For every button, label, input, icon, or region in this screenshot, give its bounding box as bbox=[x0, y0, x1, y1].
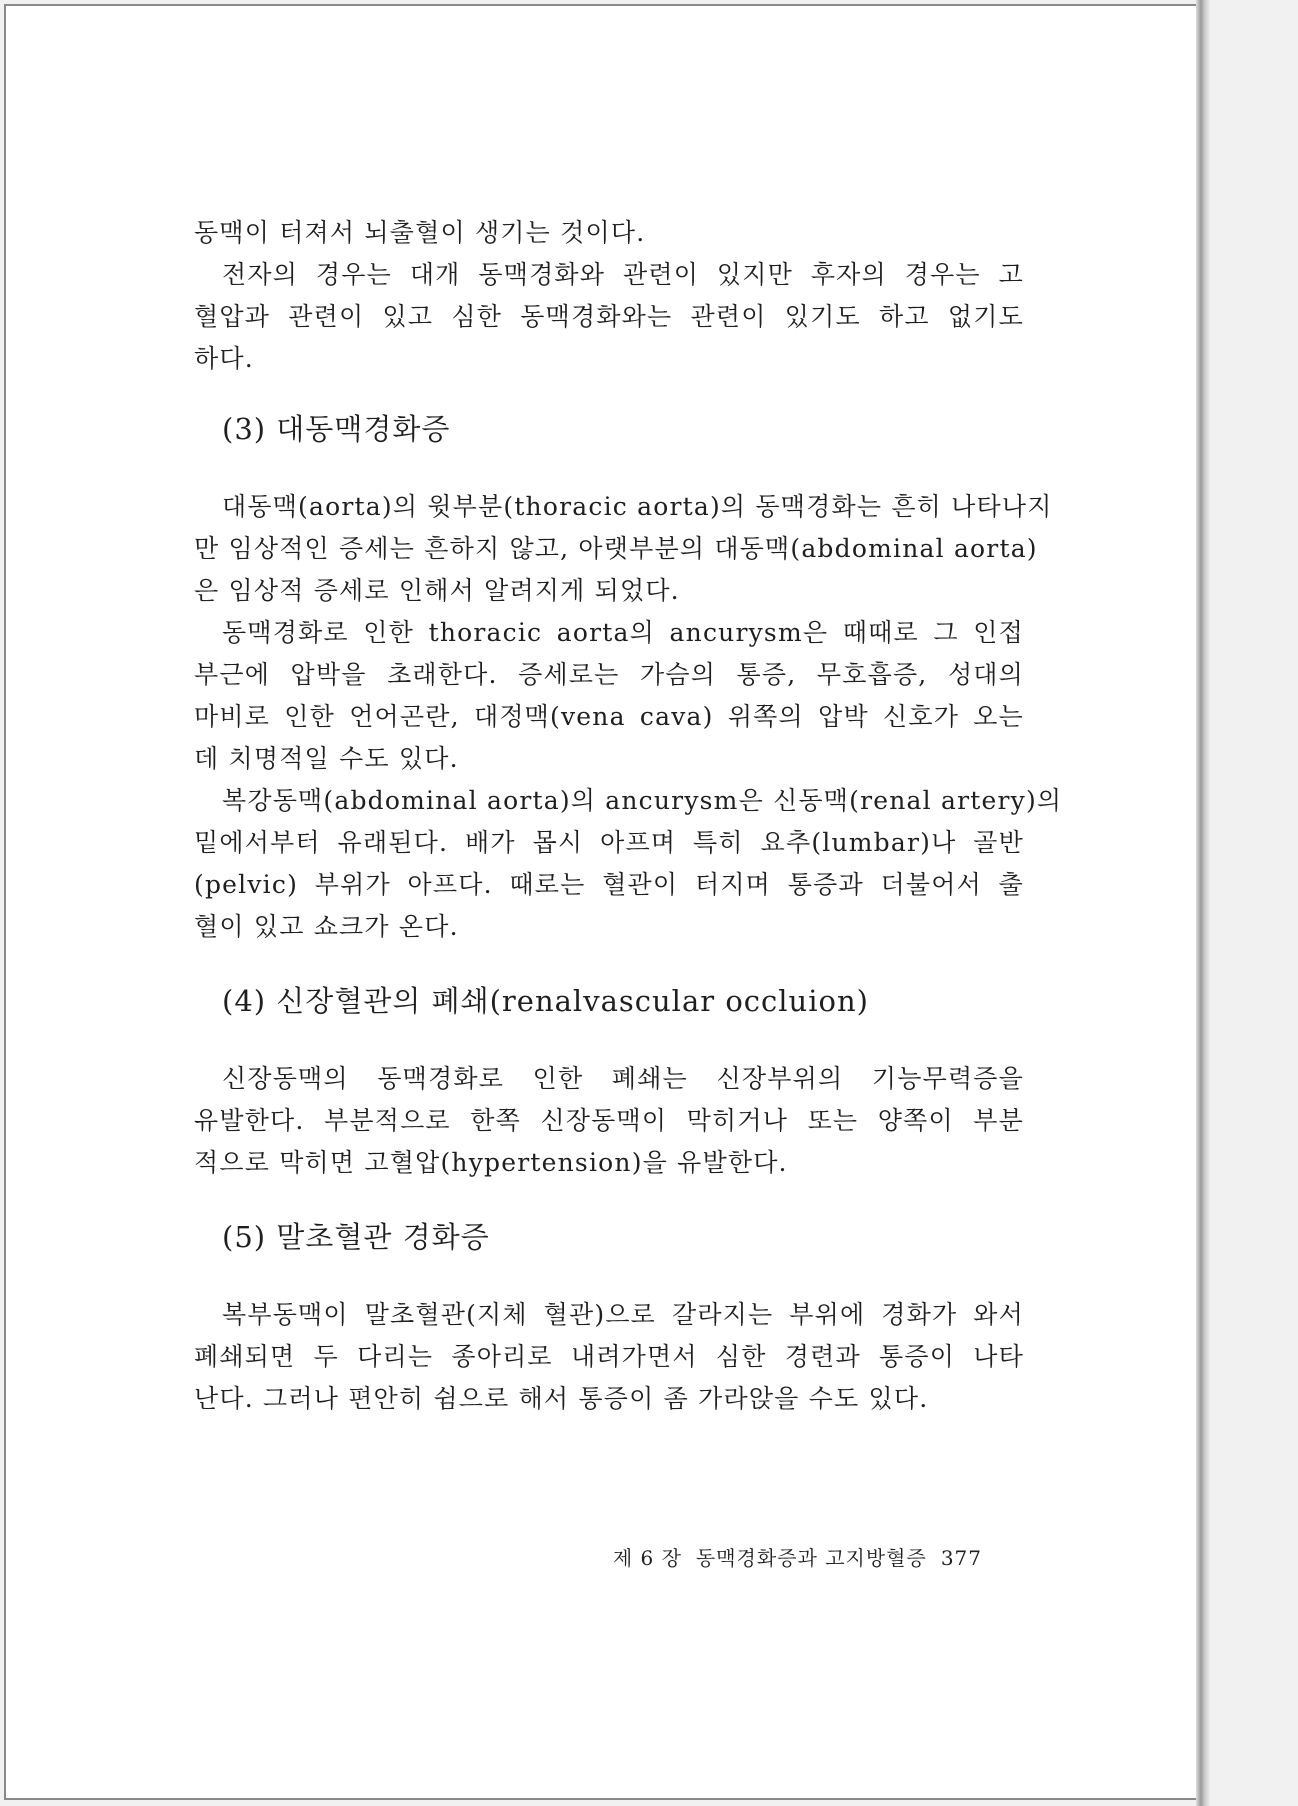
text-line: 은 임상적 증세로 인해서 알려지게 되었다. bbox=[194, 576, 680, 605]
text-line: 하다. bbox=[194, 344, 254, 373]
text-line: 부근에 압박을 초래한다. 증세로는 가슴의 통증, 무호흡증, 성대의 bbox=[194, 660, 1024, 689]
section-3-paragraph-2 bbox=[194, 612, 1024, 780]
page-body bbox=[194, 212, 1063, 1420]
text-line: 동맥이 터져서 뇌출혈이 생기는 것이다. bbox=[194, 218, 646, 247]
text-line: 전자의 경우는 대개 동맥경화와 관련이 있지만 후자의 경우는 고 bbox=[222, 260, 1024, 289]
text-line: 만 임상적인 증세는 흔하지 않고, 아랫부분의 대동맥(abdominal aorta) bbox=[194, 534, 1038, 563]
text-line: 신장동맥의 동맥경화로 인한 폐쇄는 신장부위의 기능무력증을 bbox=[222, 1064, 1024, 1093]
section-3-paragraph-1 bbox=[194, 486, 1053, 612]
chapter-title: 동맥경화증과 고지방혈증 bbox=[695, 1546, 927, 1570]
page-edge-shadow bbox=[1196, 0, 1210, 1806]
text-line: 복강동맥(abdominal aorta)의 ancurysm은 신동맥(renal artery)의 bbox=[222, 786, 1063, 815]
text-line: 데 치명적일 수도 있다. bbox=[194, 744, 459, 773]
text-line: 폐쇄되면 두 다리는 종아리로 내려가면서 심한 경련과 통증이 나타 bbox=[194, 1342, 1024, 1371]
text-line: 동맥경화로 인한 thoracic aorta의 ancurysm은 때때로 그 인접 bbox=[222, 618, 1024, 647]
text-line: 유발한다. 부분적으로 한쪽 신장동맥이 막히거나 또는 양쪽이 부분 bbox=[194, 1106, 1024, 1135]
text-line: 혈이 있고 쇼크가 온다. bbox=[194, 912, 459, 941]
section-heading-3: (3) 대동맥경화증 bbox=[222, 412, 451, 446]
section-4-paragraph bbox=[194, 1058, 1024, 1184]
text-line: 혈압과 관련이 있고 심한 동맥경화와는 관련이 있기도 하고 없기도 bbox=[194, 302, 1024, 331]
text-line: (pelvic) 부위가 아프다. 때로는 혈관이 터지며 통증과 더불어서 출 bbox=[194, 870, 1024, 899]
text-line: 밑에서부터 유래된다. 배가 몹시 아프며 특히 요추(lumbar)나 골반 bbox=[194, 828, 1024, 857]
section-heading-5: (5) 말초혈관 경화증 bbox=[222, 1220, 490, 1254]
running-footer bbox=[562, 1542, 982, 1571]
text-line: 적으로 막히면 고혈압(hypertension)을 유발한다. bbox=[194, 1148, 788, 1177]
section-heading-4: (4) 신장혈관의 폐쇄(renalvascular occluion) bbox=[222, 984, 869, 1018]
text-line: 마비로 인한 언어곤란, 대정맥(vena cava) 위쪽의 압박 신호가 오는 bbox=[194, 702, 1024, 731]
text-line: 복부동맥이 말초혈관(지체 혈관)으로 갈라지는 부위에 경화가 와서 bbox=[222, 1300, 1024, 1329]
text-line: 난다. 그러나 편안히 쉼으로 해서 통증이 좀 가라앉을 수도 있다. bbox=[194, 1384, 929, 1413]
intro-paragraph bbox=[194, 212, 1024, 380]
section-5-paragraph bbox=[194, 1294, 1024, 1420]
text-line: 대동맥(aorta)의 윗부분(thoracic aorta)의 동맥경화는 흔히 나타나지 bbox=[222, 492, 1053, 521]
page-number: 377 bbox=[940, 1546, 982, 1570]
section-3-paragraph-3 bbox=[194, 780, 1063, 948]
chapter-label: 제 6 장 bbox=[612, 1546, 682, 1570]
book-page bbox=[4, 4, 1204, 1800]
